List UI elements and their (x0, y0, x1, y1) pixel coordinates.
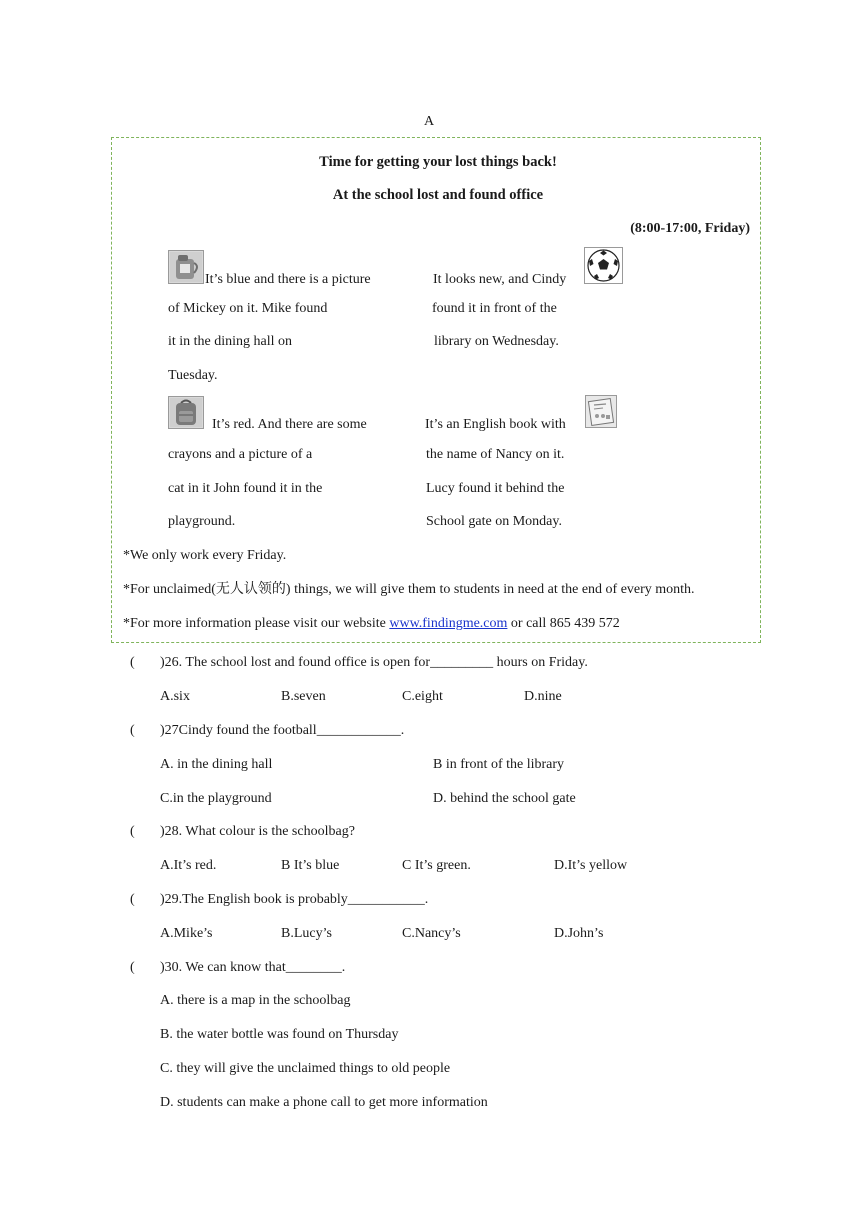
q30-option-c: C. they will give the unclaimed things to old people (160, 1061, 451, 1076)
section-label: A (424, 114, 435, 129)
item-1-line-2: of Mickey on it. Mike found (168, 301, 328, 316)
item-3-line-1: It’s red. And there are some (212, 417, 367, 432)
q27-option-b: B in front of the library (433, 757, 565, 772)
water-bottle-icon (168, 250, 204, 284)
q27-paren: ( (130, 723, 135, 738)
item-3-line-4: playground. (168, 514, 236, 529)
item-2-line-3: library on Wednesday. (434, 334, 559, 349)
note-friday-only: *We only work every Friday. (123, 548, 287, 563)
schoolbag-icon (168, 396, 204, 429)
q29-stem: )29.The English book is probably___________. (160, 892, 429, 907)
q28-option-a: A.It’s red. (160, 858, 217, 873)
item-2-line-1: It looks new, and Cindy (433, 272, 567, 287)
book-icon (585, 395, 617, 428)
website-link[interactable]: www.findingme.com (389, 616, 508, 631)
q29-paren: ( (130, 892, 135, 907)
q27-option-c: C.in the playground (160, 791, 272, 806)
note-more-info-after: or call 865 439 572 (507, 616, 620, 631)
q28-option-c: C It’s green. (402, 858, 471, 873)
q29-option-d: D.John’s (554, 926, 604, 941)
q27-option-a: A. in the dining hall (160, 757, 273, 772)
q30-option-b: B. the water bottle was found on Thursday (160, 1027, 399, 1042)
q26-stem: )26. The school lost and found office is open for_________ hours on Friday. (160, 655, 588, 670)
q26-option-d: D.nine (524, 689, 562, 704)
q28-option-d: D.It’s yellow (554, 858, 628, 873)
q30-stem: )30. We can know that________. (160, 960, 346, 975)
item-3-line-2: crayons and a picture of a (168, 447, 313, 462)
notice-title: Time for getting your lost things back! (319, 154, 557, 170)
q26-option-b: B.seven (281, 689, 326, 704)
note-more-info-before: *For more information please visit our website (123, 616, 390, 631)
q30-paren: ( (130, 960, 135, 975)
q28-paren: ( (130, 824, 135, 839)
item-2-line-2: found it in front of the (432, 301, 557, 316)
notice-box (111, 137, 761, 643)
q28-stem: )28. What colour is the schoolbag? (160, 824, 355, 839)
q29-option-b: B.Lucy’s (281, 926, 332, 941)
item-4-line-2: the name of Nancy on it. (426, 447, 565, 462)
q29-option-c: C.Nancy’s (402, 926, 461, 941)
item-1-line-1: It’s blue and there is a picture (205, 272, 371, 287)
q26-option-c: C.eight (402, 689, 443, 704)
q29-option-a: A.Mike’s (160, 926, 213, 941)
note-more-info (123, 617, 620, 631)
item-4-line-3: Lucy found it behind the (426, 481, 565, 496)
q26-option-a: A.six (160, 689, 190, 704)
item-1-line-4: Tuesday. (168, 368, 218, 383)
football-icon (584, 247, 623, 284)
q30-option-d: D. students can make a phone call to get more information (160, 1095, 488, 1110)
item-1-line-3: it in the dining hall on (168, 334, 293, 349)
q26-paren: ( (130, 655, 135, 670)
item-4-line-1: It’s an English book with (425, 417, 566, 432)
note-unclaimed: *For unclaimed(无人认领的) things, we will give them to students in need at the end of every month. (123, 582, 695, 597)
q27-stem: )27Cindy found the football____________. (160, 723, 405, 738)
item-4-line-4: School gate on Monday. (426, 514, 562, 529)
q30-option-a: A. there is a map in the schoolbag (160, 993, 351, 1008)
office-hours: (8:00-17:00, Friday) (630, 221, 750, 236)
notice-subtitle: At the school lost and found office (332, 187, 544, 203)
item-3-line-3: cat in it John found it in the (168, 481, 323, 496)
q28-option-b: B It’s blue (281, 858, 340, 873)
q27-option-d: D. behind the school gate (433, 791, 576, 806)
